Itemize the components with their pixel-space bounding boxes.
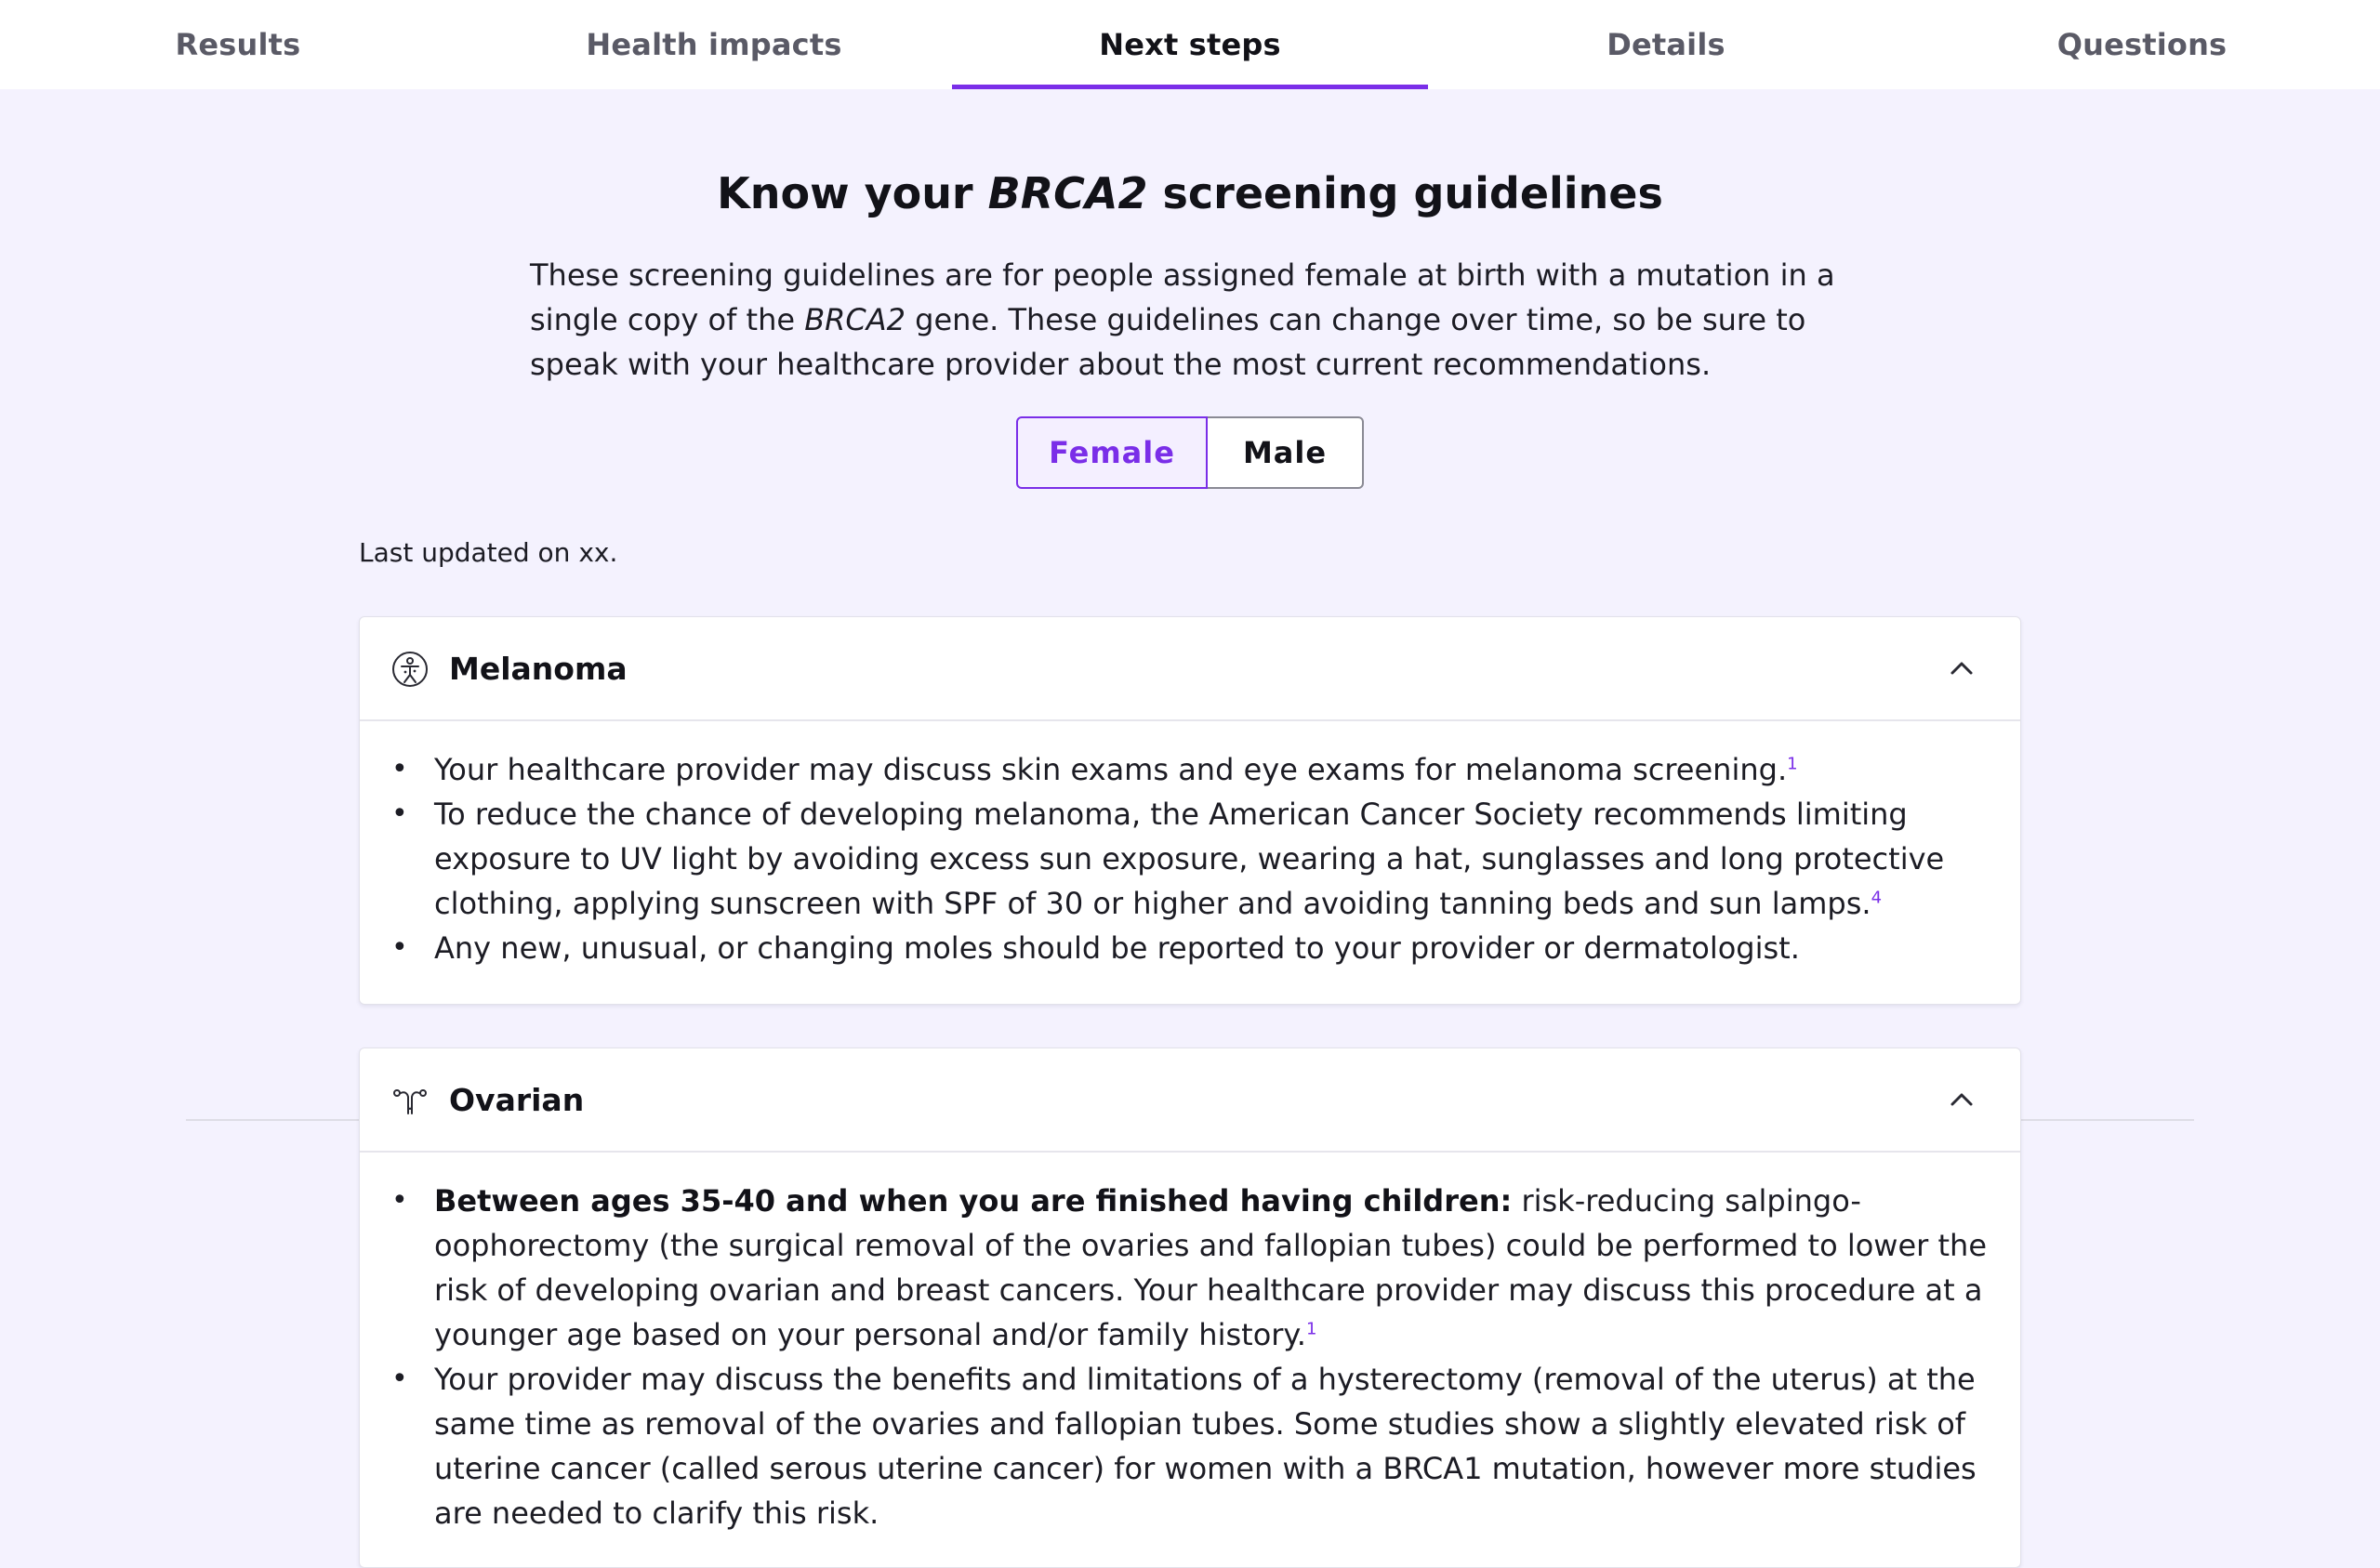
- list-item-text: Any new, unusual, or changing moles should be reported to your provider or dermatologist.: [434, 930, 1800, 966]
- tab-questions[interactable]: Questions: [2056, 27, 2228, 62]
- tab-bar: [0, 0, 2380, 89]
- melanoma-accordion-body: [360, 721, 2020, 989]
- list-item-bold-text: Between ages 35-40 and when you are finished having children:: [434, 1183, 1513, 1219]
- ovarian-accordion-header[interactable]: [360, 1048, 2020, 1153]
- tab-next-steps[interactable]: Next steps: [952, 0, 1428, 89]
- list-item-text: Your provider may discuss the benefits and limitations of a hysterectomy (removal of the uterus) at the same time as removal of the ovaries and fallopian tubes. Some studies show a slightly elevated risk of uterine cancer (called serous uterine cancer) for women with a BRCA1 mutation, however more studies are needed to clarify this risk.: [434, 1362, 1977, 1531]
- list-item: [391, 747, 1989, 792]
- reference-link[interactable]: 4: [1871, 888, 1883, 908]
- list-item: [391, 792, 1989, 926]
- list-item: [391, 1179, 1989, 1357]
- list-item-text: Your healthcare provider may discuss skin exams and eye exams for melanoma screening.: [434, 752, 1788, 787]
- tab-health-impacts[interactable]: Health impacts: [586, 27, 842, 62]
- ovarian-accordion-body: [360, 1153, 2020, 1554]
- page-title: [0, 165, 2380, 221]
- melanoma-accordion: [359, 616, 2021, 1005]
- chevron-up-icon[interactable]: [1950, 1087, 1974, 1112]
- page-title-suffix: screening guidelines: [1147, 168, 1663, 218]
- list-item: [391, 926, 1989, 970]
- intro-part2: gene. These guidelines can change over time, so be sure to speak with your healthcare provider about the most current recommendations.: [530, 302, 1806, 382]
- page-title-gene: BRCA2: [987, 168, 1148, 218]
- tab-results[interactable]: Results: [175, 27, 301, 62]
- melanoma-accordion-header[interactable]: [360, 617, 2020, 721]
- body-icon: [391, 651, 429, 688]
- intro-part1: These screening guidelines are for people assigned female at birth with a mutation in a single copy of the: [530, 257, 1835, 337]
- tab-details[interactable]: Details: [1606, 27, 1726, 62]
- melanoma-title: Melanoma: [449, 650, 628, 687]
- female-toggle-button[interactable]: Female: [1016, 416, 1208, 489]
- last-updated-text: Last updated on xx.: [359, 537, 618, 568]
- intro-text: [530, 253, 1850, 387]
- intro-gene: BRCA2: [804, 302, 906, 337]
- ovarian-title: Ovarian: [449, 1081, 585, 1118]
- male-toggle-button[interactable]: Male: [1208, 416, 1364, 489]
- ovarian-list: [391, 1179, 1989, 1535]
- reference-link[interactable]: 1: [1787, 754, 1798, 774]
- sex-toggle: [1016, 416, 1364, 491]
- melanoma-list: [391, 747, 1989, 970]
- uterus-icon: [391, 1082, 429, 1119]
- page-title-prefix: Know your: [717, 168, 988, 218]
- list-item: [391, 1357, 1989, 1535]
- list-item-text: To reduce the chance of developing melanoma, the American Cancer Society recommends limiting exposure to UV light by avoiding excess sun exposure, wearing a hat, sunglasses and long protective clothing, applying sunscreen with SPF of 30 or higher and avoiding tanning beds and sun lamps.: [434, 797, 1945, 921]
- ovarian-accordion: [359, 1048, 2021, 1568]
- list-item-text: risk-reducing salpingo-oophorectomy (the surgical removal of the ovaries and fallopian tubes) could be performed to lower the risk of developing ovarian and breast cancers. Your healthcare provider may discuss this procedure at a younger age based on your personal and/or family history.: [434, 1183, 1987, 1352]
- reference-link[interactable]: 1: [1305, 1319, 1317, 1339]
- chevron-up-icon[interactable]: [1950, 656, 1974, 680]
